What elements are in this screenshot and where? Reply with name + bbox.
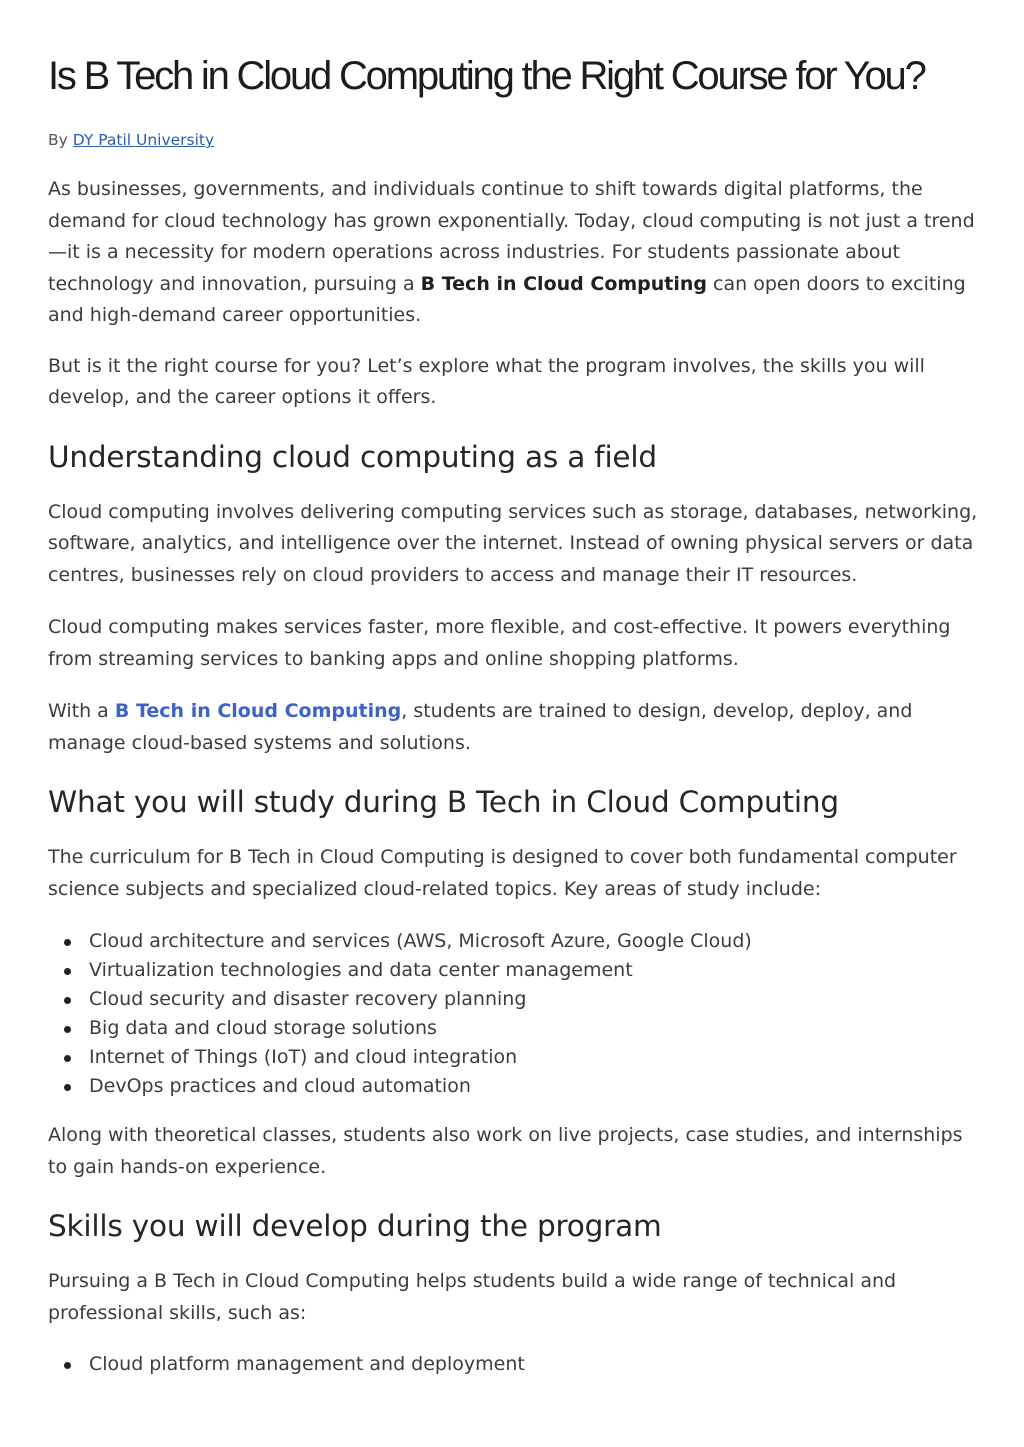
author-link[interactable]: DY Patil University [72,131,215,149]
article-title: Is B Tech in Cloud Computing the Right Course for You? [48,54,925,98]
bullet-icon [64,1362,71,1369]
section-heading-skills: Skills you will develop during the program [48,1209,662,1243]
bullet-icon [64,1055,71,1062]
byline [48,128,214,152]
list-item: Virtualization technologies and data center management [48,956,978,985]
bullet-icon [64,1084,71,1091]
intro-bold-course: B Tech in Cloud Computing [420,272,708,295]
section3-paragraph-1: Pursuing a B Tech in Cloud Computing helps students build a wide range of technical and professional skills, such as: [48,1270,897,1324]
section1-p3-end: , students are trained to design, develop, deploy, and manage cloud-based systems and solutions. [48,700,913,754]
section2-paragraph-1: The curriculum for B Tech in Cloud Computing is designed to cover both fundamental computer science subjects and specialized cloud-related topics. Key areas of study include: [48,846,957,900]
list-item: Big data and cloud storage solutions [48,1014,978,1043]
intro-paragraph-1 [48,174,978,332]
section1-p3-start: With a [48,700,115,722]
bullet-icon [64,968,71,975]
article-body [48,174,978,1397]
bullet-icon [64,1026,71,1033]
section-heading-understanding: Understanding cloud computing as a field [48,439,657,474]
section-heading-study: What you will study during B Tech in Cloud Computing [48,785,839,819]
section2-paragraph-2: Along with theoretical classes, students also work on live projects, case studies, and internships to gain hands-on experience. [48,1124,963,1178]
intro-text-start: As businesses, governments, and individuals continue to shift towards digital platforms, the demand for cloud technology has grown exponentially. Today, cloud computing is not just a trend—it is a necessity for modern operations across industries. For students passionate about technology and innovation, pursuing a [48,178,975,295]
list-item: DevOps practices and cloud automation [48,1072,978,1101]
bullet-icon [64,997,71,1004]
course-link[interactable]: B Tech in Cloud Computing [114,700,402,722]
list-item: Cloud platform management and deployment [48,1350,978,1379]
bullet-icon [64,939,71,946]
skills-list [48,1350,978,1379]
section1-paragraph-3 [48,696,978,759]
section1-paragraph-2: Cloud computing makes services faster, more flexible, and cost-effective. It powers everything from streaming services to banking apps and online shopping platforms. [48,616,951,670]
intro-text-end: can open doors to exciting and high-demand career opportunities. [48,272,966,326]
list-item: Cloud security and disaster recovery planning [48,985,978,1014]
byline-prefix: By [48,131,68,149]
study-areas-list [48,927,978,1101]
intro-paragraph-2: But is it the right course for you? Let’s explore what the program involves, the skills you will develop, and the career options it offers. [48,354,925,408]
list-item: Internet of Things (IoT) and cloud integration [48,1043,978,1072]
list-item: Cloud architecture and services (AWS, Microsoft Azure, Google Cloud) [48,927,978,956]
section1-paragraph-1: Cloud computing involves delivering computing services such as storage, databases, networking, software, analytics, and intelligence over the internet. Instead of owning physical servers or data centres, businesses rely on cloud providers to access and manage their IT resources. [48,500,978,586]
